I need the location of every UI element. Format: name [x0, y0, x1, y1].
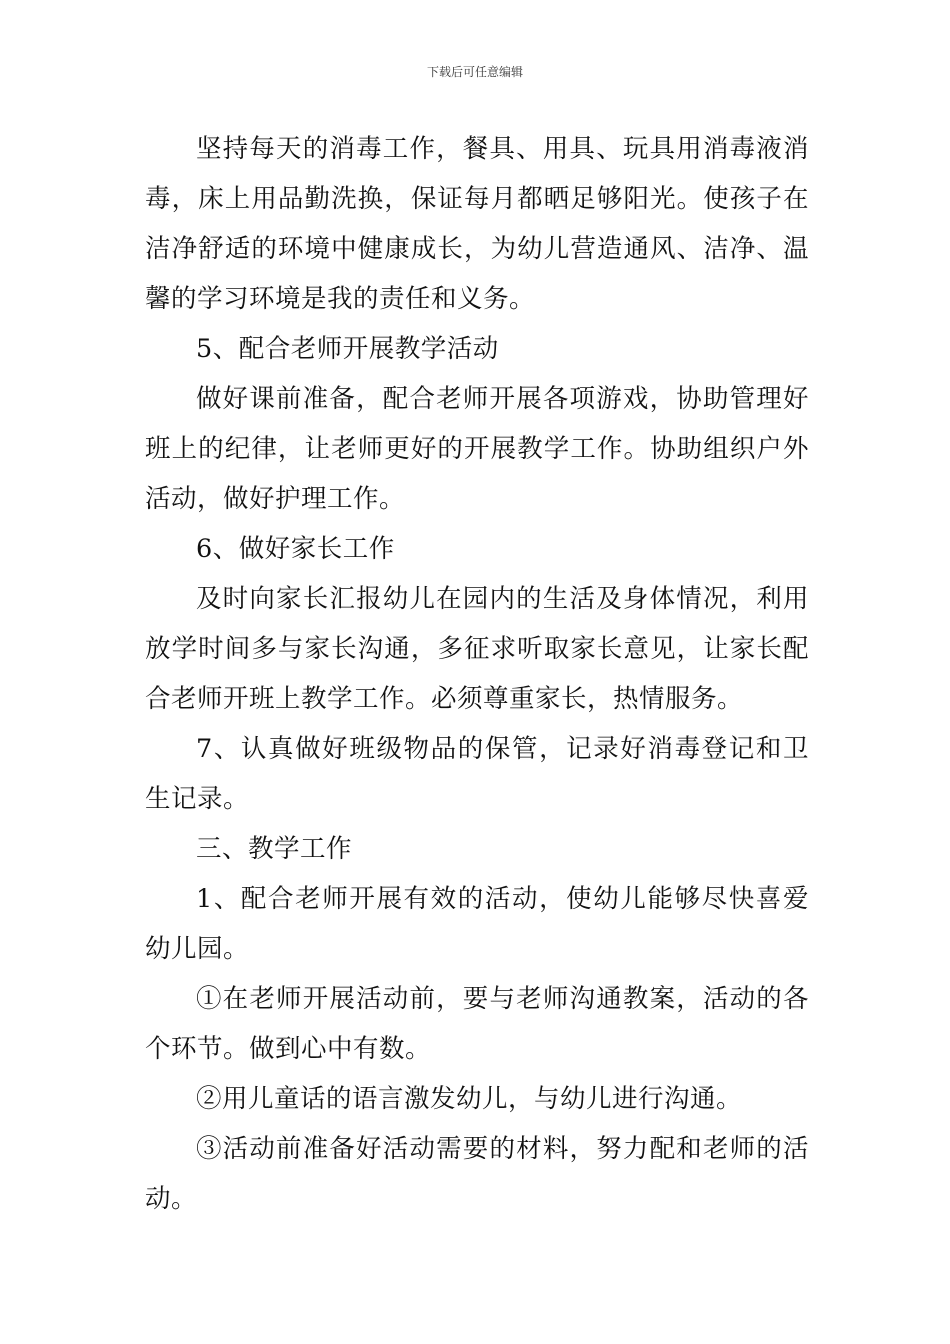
heading-item-6: 6、做好家长工作 [196, 534, 395, 564]
list-item-circled-3: ③活动前准备好活动需要的材料，努力配和老师的活动。 [145, 1134, 809, 1214]
section-heading-teaching: 三、教学工作 [196, 834, 353, 864]
page-header: 下载后可任意编辑 [426, 65, 523, 79]
paragraph-disinfection: 坚持每天的消毒工作，餐具、用具、玩具用消毒液消毒，床上用品勤洗换，保证每月都晒足够阳光。使孩子在洁净舒适的环境中健康成长，为幼儿营造通风、洁净、温馨的学习环境是我的责任和义务。 [145, 134, 809, 314]
paragraph-parent-work: 及时向家长汇报幼儿在园内的生活及身体情况，利用放学时间多与家长沟通，多征求听取家长意见，让家长配合老师开班上教学工作。必须尊重家长，热情服务。 [145, 584, 809, 714]
paragraph-teaching-prep: 做好课前准备，配合老师开展各项游戏，协助管理好班上的纪律，让老师更好的开展教学工作。协助组织户外活动，做好护理工作。 [145, 384, 809, 514]
paragraph-item-1: 1、配合老师开展有效的活动，使幼儿能够尽快喜爱幼儿园。 [145, 884, 809, 964]
paragraph-item-7: 7、认真做好班级物品的保管，记录好消毒登记和卫生记录。 [145, 734, 809, 814]
heading-item-5: 5、配合老师开展教学活动 [196, 334, 499, 364]
list-item-circled-2: ②用儿童话的语言激发幼儿，与幼儿进行沟通。 [196, 1084, 743, 1114]
list-item-circled-1: ①在老师开展活动前，要与老师沟通教案，活动的各个环节。做到心中有数。 [145, 984, 809, 1064]
document-body [145, 124, 809, 1224]
